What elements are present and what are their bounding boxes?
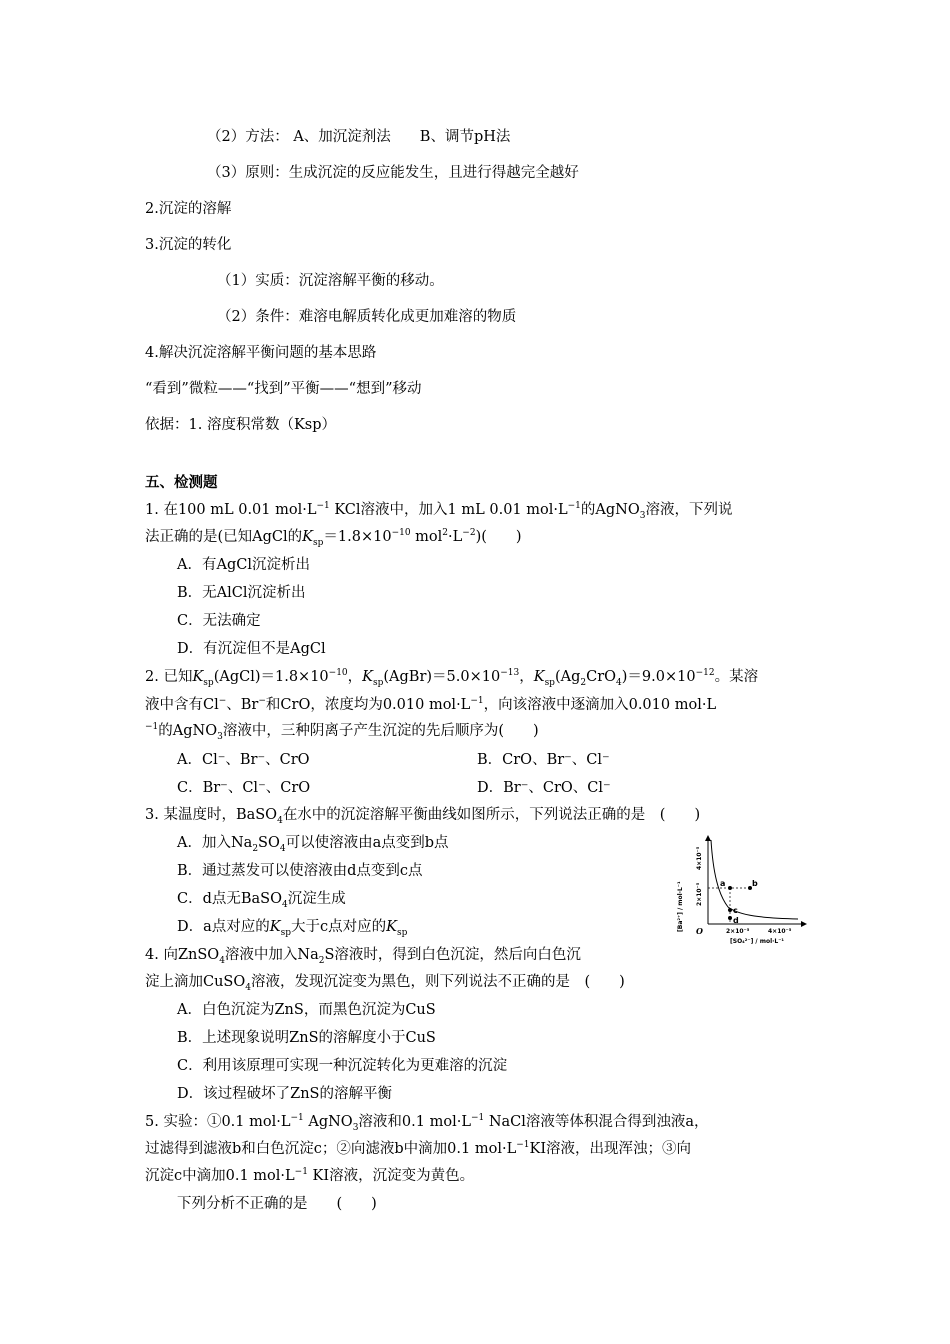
label-b: b xyxy=(752,879,758,888)
section-title: 五、检测题 xyxy=(145,474,218,491)
q3-option-c: C．d点无BaSO$_4$沉淀生成 xyxy=(177,891,346,910)
q1-option-b: B．无AlCl沉淀析出 xyxy=(177,585,306,601)
essence-line: （1）实质：沉淀溶解平衡的移动。 xyxy=(217,273,444,289)
q2-option-c: C．Br⁻、Cl⁻、CrO xyxy=(177,780,311,796)
q1-line1: 1. 在100 mL 0.01 $mol\cdot L^{-1}$ KCl溶液中，加入1 mL 0.01 $mol\cdot L^{-1}$的AgNO$_3$溶液，下列说 xyxy=(145,501,733,521)
method-line: （2）方法： A、加沉淀剂法 B、调节pH法 xyxy=(207,129,511,145)
condition-line: （2）条件：难溶电解质转化成更加难溶的物质 xyxy=(217,309,517,325)
x-tick-2: 4×10⁻⁵ xyxy=(768,928,792,935)
label-d: d xyxy=(733,916,739,925)
q2-option-a: A．Cl⁻、Br⁻、CrO xyxy=(177,752,310,768)
q5-line1: 5. 实验：①0.1 $mol\cdot L^{-1}$ AgNO$_3$溶液和0.1 $mol\cdot L^{-1}$ NaCl溶液等体积混合得到浊液a， xyxy=(145,1113,709,1133)
q4-option-b: B．上述现象说明ZnS的溶解度小于CuS xyxy=(177,1030,436,1046)
q2-line3: $^{-1}$的AgNO$_3$溶液中，三种阴离子产生沉淀的先后顺序为( ) xyxy=(145,722,539,742)
q4-line2: 淀上滴加CuSO$_4$溶液，发现沉淀变为黑色，则下列说法不正确的是 ( ) xyxy=(145,974,625,993)
q4-option-d: D．该过程破坏了ZnS的溶解平衡 xyxy=(177,1086,392,1102)
q1-option-d: D．有沉淀但不是AgCl xyxy=(177,641,326,657)
solubility-curve-figure xyxy=(668,832,808,947)
q2-option-b: B．CrO、Br⁻、Cl⁻ xyxy=(477,752,610,768)
x-tick-1: 2×10⁻⁵ xyxy=(726,928,750,935)
principle-line: （3）原则：生成沉淀的反应能发生，且进行得越完全越好 xyxy=(207,165,579,181)
q5-line2: 过滤得到滤液b和白色沉淀c；②向滤液b中滴加0.1 $mol\cdot L^{-1}KI$溶液，出现浑浊；③向 xyxy=(145,1140,692,1157)
q1-option-a: A．有AgCl沉淀析出 xyxy=(177,557,310,573)
q4-option-a: A．白色沉淀为ZnS，而黑色沉淀为CuS xyxy=(177,1002,436,1018)
y-axis-label: [Ba²⁺] / mol·L⁻¹ xyxy=(677,881,684,932)
q1-line2: 法正确的是(已知AgCl的$K_{sp}=1.8\times 10^{-10}$ $mol^2\cdot L^{-2}$)( ) xyxy=(145,528,522,548)
x-axis-label: [SO₄²⁻] / mol·L⁻¹ xyxy=(730,938,785,945)
heading-approach: 4.解决沉淀溶解平衡问题的基本思路 xyxy=(145,345,377,361)
point-a xyxy=(728,886,732,890)
q3-option-b: B．通过蒸发可以使溶液由d点变到c点 xyxy=(177,863,423,879)
q4-line1: 4. 向ZnSO$_4$溶液中加入$Na_2S$溶液时，得到白色沉淀，然后向白色沉 xyxy=(145,947,581,966)
y-tick-1: 2×10⁻⁵ xyxy=(696,882,703,906)
heading-conversion: 3.沉淀的转化 xyxy=(145,237,232,253)
basis-line: 依据：1. 溶度积常数（Ksp） xyxy=(145,417,336,433)
y-tick-2: 4×10⁻⁵ xyxy=(696,846,703,870)
q2-option-d: D．Br⁻、CrO、Cl⁻ xyxy=(477,780,611,796)
q4-option-c: C．利用该原理可实现一种沉淀转化为更难溶的沉淀 xyxy=(177,1058,508,1074)
q5-line3: 沉淀c中滴加0.1 $mol\cdot L^{-1}$ KI溶液，沉淀变为黄色。 xyxy=(145,1167,475,1184)
q3-option-d: D．a点对应的$K_{sp}$大于c点对应的$K_{sp}$ xyxy=(177,919,408,938)
q3-option-a: A．加入$Na_2SO_4$可以使溶液由a点变到b点 xyxy=(177,835,449,854)
q2-line2: 液中含有Cl−、Br−和CrO，浓度均为0.010 $mol\cdot L^{-1}$，向该溶液中逐滴加入0.010 mol·L xyxy=(145,696,717,713)
label-c: c xyxy=(733,906,738,915)
q5-line4: 下列分析不正确的是 ( ) xyxy=(177,1196,377,1212)
q2-line1: 2. 已知$K_{sp}(AgCl)=1.8\times 10^{-10}$，$K_{sp}(AgBr)=5.0\times 10^{-13}$，$K_{sp}(Ag_2CrO_4)=9.0\times 10^{-12}$。某溶 xyxy=(145,668,759,688)
heading-dissolution: 2.沉淀的溶解 xyxy=(145,201,232,217)
label-a: a xyxy=(720,879,726,888)
q3-line1: 3. 某温度时，BaSO$_4$在水中的沉淀溶解平衡曲线如图所示，下列说法正确的是 ( ) xyxy=(145,807,701,826)
origin-label: O xyxy=(696,926,703,936)
point-d xyxy=(728,916,732,920)
approach-line: “看到”微粒——“找到”平衡——“想到”移动 xyxy=(145,381,422,397)
point-c xyxy=(728,908,732,912)
q1-option-c: C．无法确定 xyxy=(177,613,261,629)
